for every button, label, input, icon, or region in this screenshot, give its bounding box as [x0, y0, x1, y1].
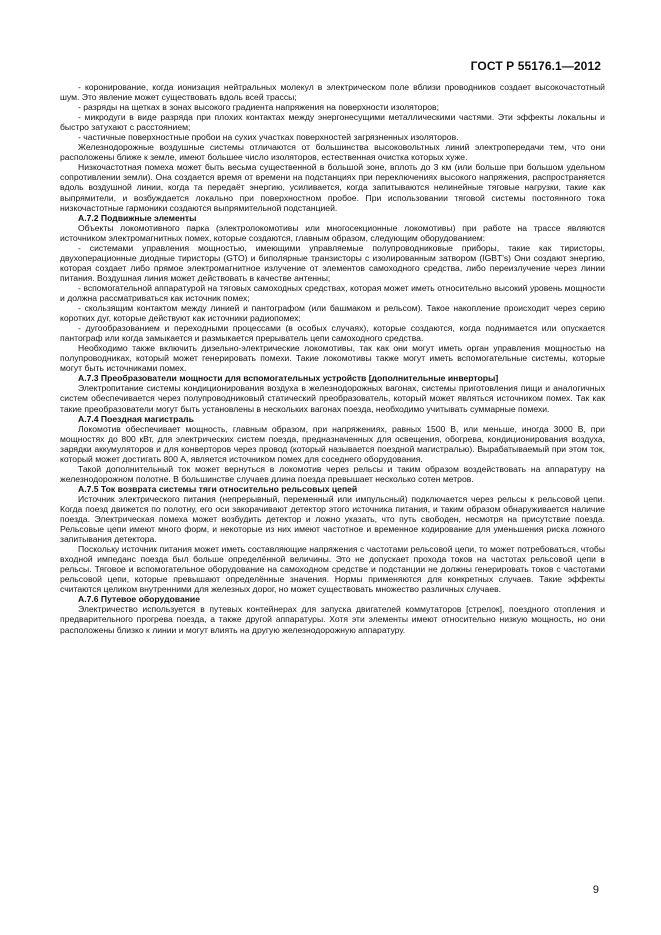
paragraph: - коронирование, когда ионизация нейтральных молекул в электрическом поле вблизи проводников создает высокочастотный шум. Это явление может существовать вдоль всей трассы;: [60, 82, 605, 103]
paragraph: - системами управления мощностью, имеющими управляемые полупроводниковые приборы, такие как тиристоры, двухоперационные диодные тиристоры (GTO) и биполярные транзисторы с изолированным затвором (IGBT's) Они создают энергию, которая создает либо прямое электромагнитное излучение от элементов самоходного средства, либо переизлучение через линии питания. Воздушная линия может действовать в качестве антенны;: [60, 242, 605, 283]
paragraph: - скользящим контактом между линией и пантографом (или башмаком и рельсом). Такое накопление происходит через серию коротких дуг, которые действуют как источники радиопомех;: [60, 303, 605, 324]
paragraph: Поскольку источник питания может иметь составляющие напряжения с частотами рельсовой цепи, то может потребоваться, чтобы входной импеданс поезда был больше определённой величины. Это не допускает прохода токов на частотах рельсовой цепи в рельсы. Тяговое и вспомогательное оборудование на самоходном средстве и подстанции не должны генерировать токов с частотами рельсовой цепи, которые превышают определённые значения. Нормы применяются для конкретных случаев. Такие эффекты считаются целиком внутренними для железных дорог, но может существовать множество различных случаев.: [60, 544, 605, 595]
section-heading: А.7.3 Преобразователи мощности для вспомогательных устройств [дополнительные инверторы]: [78, 373, 499, 384]
paragraph: - дугообразованием и переходными процессами (в особых случаях), которые создаются, когда поднимается или опускается пантограф или когда замыкается и размыкается прерыватель цепи самоходного средства.: [60, 323, 605, 344]
paragraph: Источник электрического питания (непрерывный, переменный или импульсный) подключается через рельсы к рельсовой цепи. Когда поезд движется по полотну, его оси закорачивают детектор этого источника питания, и таким образом обнаруживается наличие поезда. Электрическая помеха может возбудить детектор и ложно указать, что путь свободен, несмотря на присутствие поезда. Рельсовые цепи имеют много форм, и некоторые из них имеют частотное и временное кодирование для уменьшения риска ложного запитывания детектора.: [60, 493, 605, 545]
document-code: ГОСТ Р 55176.1—2012: [470, 59, 601, 73]
section-heading: А.7.4 Поездная магистраль: [78, 413, 194, 424]
paragraph: Необходимо также включить дизельно-электрические локомотивы, так как они могут иметь орган управления мощностью на полупроводниках, который может генерировать помехи. Такие локомотивы также могут иметь вспомогательные системы, которые могут быть источниками помех.: [60, 343, 605, 374]
paragraph: - частичные поверхностные пробои на сухих участках поверхностей загрязненных изоляторов.: [78, 132, 459, 143]
section-heading: А.7.2 Подвижные элементы: [78, 212, 197, 223]
page-number: 9: [592, 884, 599, 896]
paragraph: Электричество используется в путевых контейнерах для запуска двигателей коммутаторов [стрелок], поездного отопления и предварительного прогрева поезда, а также другой аппаратуры. Хотя эти элементы имеют относительно низкую мощность, но они расположены близко к линии и могут влиять на другую железнодорожную аппаратуру.: [60, 604, 605, 635]
section-heading: А.7.5 Ток возврата системы тяги относительно рельсовых цепей: [78, 483, 358, 494]
paragraph: Электропитание системы кондиционирования воздуха в железнодорожных вагонах, системы приготовления пищи и аналогичных систем обеспечивается через полупроводниковый статический преобразователь, который может являться источником помех. Так как такие преобразователи могут быть установлены в нескольких вагонах поезда, необходимо учитывать суммарные помехи.: [60, 383, 605, 414]
section-heading: А.7.6 Путевое оборудование: [78, 594, 200, 605]
paragraph: - разряды на щетках в зонах высокого градиента напряжения на поверхности изоляторов;: [78, 102, 439, 113]
document-body: [60, 82, 605, 635]
paragraph: Объекты локомотивного парка (электролокомотивы или многосекционные локомотивы) при работе на трассе являются источником электромагнитных помех, которые создаются, главным образом, следующим оборудованием:: [60, 222, 605, 243]
paragraph: - микродуги в виде разряда при плохих контактах между энергонесущими металлическими частями. Эти эффекты локальны и быстро затухают с расстоянием;: [60, 112, 605, 133]
paragraph: Локомотив обеспечивает мощность, главным образом, при напряжениях, равных 1500 В, или меньше, иногда 3000 В, при мощностях до 800 кВт, для электрических систем поезда, предназначенных для освещения, обогрева, кондиционирования воздуха, зарядки аккумуляторов и для конверторов через провод (который называется поездной магистралью). Вырабатываемый при этом ток, который может достигать 800 А, является источником помех для соседнего оборудования.: [60, 423, 605, 464]
paragraph: Железнодорожные воздушные системы отличаются от большинства высоковольтных линий электропередачи тем, что они расположены ближе к земле, имеют большее число изоляторов, естественная очистка которых хуже.: [60, 142, 605, 163]
paragraph: Низкочастотная помеха может быть весьма существенной в большой зоне, вплоть до 3 км (или больше при большом удельном сопротивлении земли). Она создается время от времени на подстанциях при переключениях высокого напряжения, распространяется вдоль воздушной линии, когда та передаёт энергию, усиливается, когда запитываются нелинейные тяговые нагрузки, такие как выпрямители, и возбуждается локально при поверхностном пробое. При использовании тяговой системы постоянного тока низкочастотные гармоники создаются выпрямительной подстанцией.: [60, 162, 605, 213]
paragraph: - вспомогательной аппаратурой на тяговых самоходных средствах, которая может иметь относительно высокий уровень мощности и должна рассматриваться как источник помех;: [60, 282, 605, 303]
paragraph: Такой дополнительный ток может вернуться в локомотив через рельсы и таким образом воздействовать на аппаратуру на железнодорожном полотне. В большинстве случаев длина поезда превышает несколько сотен метров.: [60, 463, 605, 484]
